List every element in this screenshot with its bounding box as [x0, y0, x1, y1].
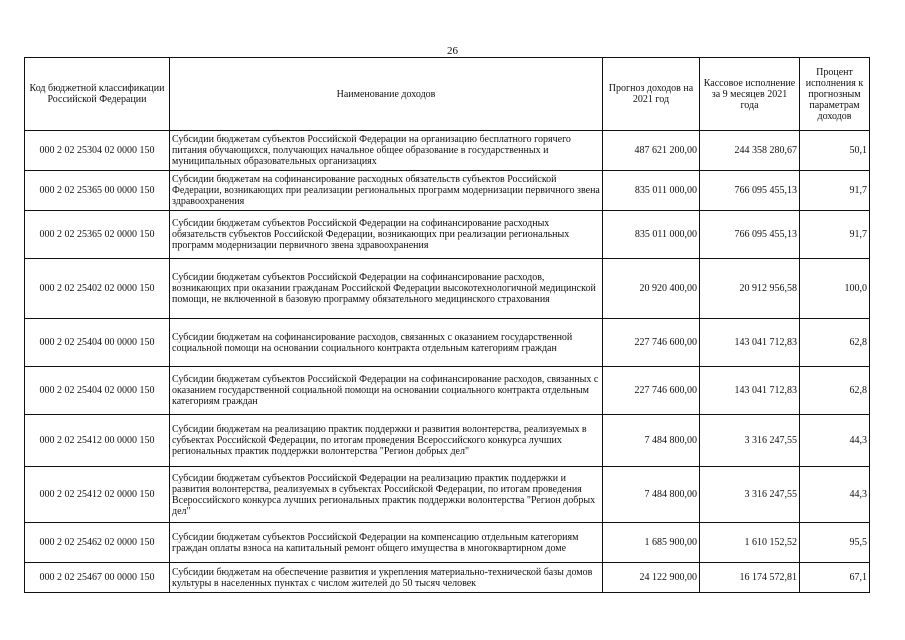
header-name: Наименование доходов [170, 58, 603, 131]
name-cell: Субсидии бюджетам субъектов Российской Федерации на софинансирование расходов, связанных с оказанием государственной социальной помощи на основании социального контракта отдельным категориям граждан [170, 367, 603, 415]
code-cell: 000 2 02 25412 02 0000 150 [25, 467, 170, 523]
code-cell: 000 2 02 25365 00 0000 150 [25, 171, 170, 211]
exec-cell: 3 316 247,55 [700, 415, 800, 467]
code-cell: 000 2 02 25462 02 0000 150 [25, 523, 170, 563]
table-row [25, 259, 870, 319]
name-cell: Субсидии бюджетам на реализацию практик поддержки и развития волонтерства, реализуемых в субъектах Российской Федерации, по итогам проведения Всероссийского конкурса лучших региональных практик поддержки волонтерства "Регион добрых дел" [170, 415, 603, 467]
pct-cell: 67,1 [800, 563, 870, 593]
table-row [25, 367, 870, 415]
table-body [25, 131, 870, 593]
plan-cell: 7 484 800,00 [603, 467, 700, 523]
pct-cell: 100,0 [800, 259, 870, 319]
plan-cell: 487 621 200,00 [603, 131, 700, 171]
header-plan: Прогноз доходов на 2021 год [603, 58, 700, 131]
code-cell: 000 2 02 25404 02 0000 150 [25, 367, 170, 415]
plan-cell: 835 011 000,00 [603, 171, 700, 211]
name-cell: Субсидии бюджетам на софинансирование расходных обязательств субъектов Российской Федерации, возникающих при реализации региональных программ модернизации первичного звена здравоохранения [170, 171, 603, 211]
pct-cell: 44,3 [800, 415, 870, 467]
pct-cell: 95,5 [800, 523, 870, 563]
plan-cell: 227 746 600,00 [603, 319, 700, 367]
code-cell: 000 2 02 25404 00 0000 150 [25, 319, 170, 367]
page-number: 26 [447, 45, 458, 57]
pct-cell: 91,7 [800, 171, 870, 211]
pct-cell: 62,8 [800, 367, 870, 415]
plan-cell: 227 746 600,00 [603, 367, 700, 415]
plan-cell: 20 920 400,00 [603, 259, 700, 319]
code-cell: 000 2 02 25304 02 0000 150 [25, 131, 170, 171]
exec-cell: 244 358 280,67 [700, 131, 800, 171]
header-code: Код бюджетной классификации Российской Федерации [25, 58, 170, 131]
name-cell: Субсидии бюджетам на софинансирование расходов, связанных с оказанием государственной социальной помощи на основании социального контракта отдельным категориям граждан [170, 319, 603, 367]
revenue-table [24, 57, 870, 593]
plan-cell: 1 685 900,00 [603, 523, 700, 563]
exec-cell: 1 610 152,52 [700, 523, 800, 563]
header-pct: Процент исполнения к прогнозным параметрам доходов [800, 58, 870, 131]
name-cell: Субсидии бюджетам субъектов Российской Федерации на организацию бесплатного горячего питания обучающихся, получающих начальное общее образование в государственных и муниципальных образовательных организациях [170, 131, 603, 171]
pct-cell: 44,3 [800, 467, 870, 523]
name-cell: Субсидии бюджетам субъектов Российской Федерации на компенсацию отдельным категориям граждан оплаты взноса на капитальный ремонт общего имущества в многоквартирном доме [170, 523, 603, 563]
exec-cell: 766 095 455,13 [700, 211, 800, 259]
name-cell: Субсидии бюджетам субъектов Российской Федерации на софинансирование расходных обязательств субъектов Российской Федерации, возникающих при реализации региональных программ модернизации первичного звена здравоохранения [170, 211, 603, 259]
exec-cell: 3 316 247,55 [700, 467, 800, 523]
exec-cell: 16 174 572,81 [700, 563, 800, 593]
plan-cell: 7 484 800,00 [603, 415, 700, 467]
table-row [25, 467, 870, 523]
pct-cell: 50,1 [800, 131, 870, 171]
name-cell: Субсидии бюджетам на обеспечение развития и укрепления материально-технической базы домов культуры в населенных пунктах с числом жителей до 50 тысяч человек [170, 563, 603, 593]
exec-cell: 20 912 956,58 [700, 259, 800, 319]
table-row [25, 211, 870, 259]
code-cell: 000 2 02 25467 00 0000 150 [25, 563, 170, 593]
exec-cell: 143 041 712,83 [700, 319, 800, 367]
pct-cell: 91,7 [800, 211, 870, 259]
exec-cell: 766 095 455,13 [700, 171, 800, 211]
header-exec: Кассовое исполнение за 9 месяцев 2021 года [700, 58, 800, 131]
plan-cell: 835 011 000,00 [603, 211, 700, 259]
name-cell: Субсидии бюджетам субъектов Российской Федерации на реализацию практик поддержки и развития волонтерства, реализуемых в субъектах Российской Федерации, по итогам проведения Всероссийского конкурса лучших региональных практик поддержки волонтерства "Регион добрых дел" [170, 467, 603, 523]
code-cell: 000 2 02 25412 00 0000 150 [25, 415, 170, 467]
exec-cell: 143 041 712,83 [700, 367, 800, 415]
table-header-row [25, 58, 870, 131]
table-row [25, 563, 870, 593]
pct-cell: 62,8 [800, 319, 870, 367]
table-row [25, 415, 870, 467]
code-cell: 000 2 02 25402 02 0000 150 [25, 259, 170, 319]
plan-cell: 24 122 900,00 [603, 563, 700, 593]
table-row [25, 523, 870, 563]
table-row [25, 171, 870, 211]
table-row [25, 131, 870, 171]
name-cell: Субсидии бюджетам субъектов Российской Федерации на софинансирование расходов, возникающих при оказании гражданам Российской Федерации высокотехнологичной медицинской помощи, не включенной в базовую программу обязательного медицинского страхования [170, 259, 603, 319]
table-row [25, 319, 870, 367]
code-cell: 000 2 02 25365 02 0000 150 [25, 211, 170, 259]
